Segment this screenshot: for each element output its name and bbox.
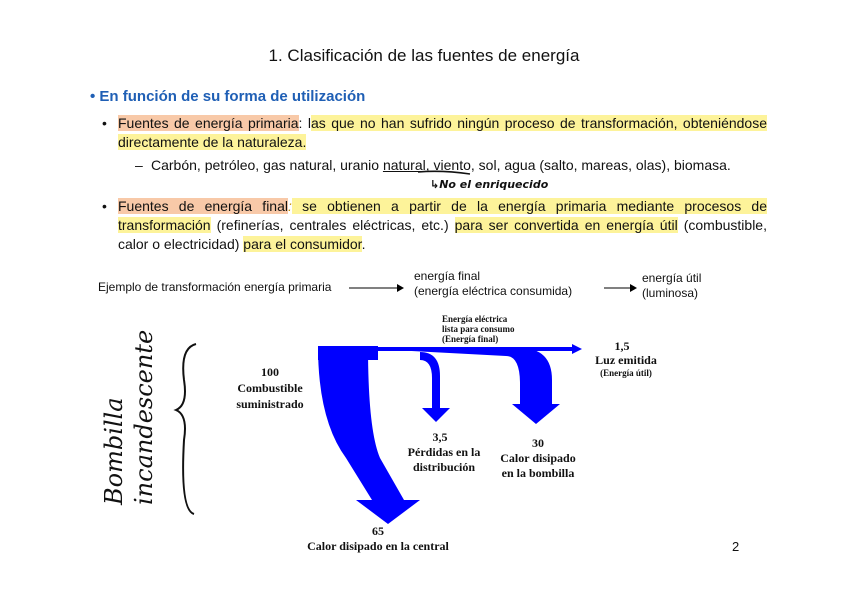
final-def-d: (combustible, calor o electricidad) <box>118 217 767 252</box>
example-label: Ejemplo de transformación energía primaria <box>98 280 332 294</box>
plant-value: 65 <box>372 524 384 538</box>
plant-label: Calor disipado en la central <box>307 539 449 553</box>
elec-label-1: Energía eléctrica <box>442 314 508 324</box>
loss-label-2: distribución <box>412 460 476 474</box>
flow-source <box>318 346 378 360</box>
flow-plant-heat <box>318 346 420 524</box>
page-number: 2 <box>732 539 740 554</box>
primary-term: Fuentes de energía primaria <box>118 115 299 131</box>
bullet-dot: • <box>102 198 107 214</box>
side-label-line1: Bombilla <box>100 397 128 505</box>
example-util-line2: (luminosa) <box>642 286 699 300</box>
loss-label-1: Pérdidas en la <box>407 445 481 459</box>
example-util-line1: energía útil <box>642 271 702 285</box>
final-def-f: . <box>361 236 366 252</box>
bulb-label-1: Calor disipado <box>500 451 576 465</box>
light-label: Luz emitida <box>595 353 657 367</box>
source-value: 100 <box>261 365 279 379</box>
example-final-line1: energía final <box>414 269 481 283</box>
example-final-line2: (energía eléctrica consumida) <box>414 284 573 298</box>
flow-light-arrowhead <box>572 344 582 354</box>
bulb-label-2: en la bombilla <box>501 466 575 480</box>
annotation-text: ↳No el enriquecido <box>430 178 549 191</box>
bullet-dot: • <box>102 115 107 131</box>
final-def-a: se obtienen a partir de la energía primaria mediante procesos de transformación <box>118 198 767 233</box>
elec-label-3: (Energía final) <box>442 334 499 344</box>
final-def-b: (refinerías, centrales eléctricas, etc.) <box>210 217 455 233</box>
final-def-e: para el consumidor <box>243 236 362 252</box>
side-label <box>100 330 158 506</box>
loss-value: 3,5 <box>432 430 448 444</box>
bulb-value: 30 <box>532 436 544 450</box>
flow-distribution-loss <box>420 352 450 422</box>
light-value: 1,5 <box>614 339 630 353</box>
examples-dash: – <box>135 157 143 173</box>
final-def-c: para ser convertida en energía útil <box>454 217 678 233</box>
examples-text-b: , viento, sol, agua (salto, mareas, olas), biomasa. <box>425 157 731 173</box>
section-bullet: • En función de su forma de utilización <box>90 88 366 105</box>
source-label-2: suministrado <box>236 397 304 411</box>
final-term: Fuentes de energía final <box>118 198 288 214</box>
elec-label-2: lista para consumo <box>442 324 515 334</box>
examples-text-a: Carbón, petróleo, gas natural, uranio <box>151 157 383 173</box>
curly-brace <box>176 344 196 514</box>
examples-natural: natural <box>382 157 426 173</box>
source-label-1: Combustible <box>237 381 303 395</box>
primary-definition: as que no han sufrido ningún proceso de transformación, obteniéndose directamente de la naturaleza. <box>118 115 768 150</box>
light-sub: (Energía útil) <box>600 368 652 378</box>
side-label-line2: incandescente <box>130 329 158 505</box>
primary-l: l <box>302 115 311 131</box>
final-colon: : <box>288 198 292 214</box>
sankey-flows <box>318 344 582 524</box>
page-title: 1. Clasificación de las fuentes de energía <box>268 46 580 65</box>
primary-colon: : <box>298 115 303 131</box>
